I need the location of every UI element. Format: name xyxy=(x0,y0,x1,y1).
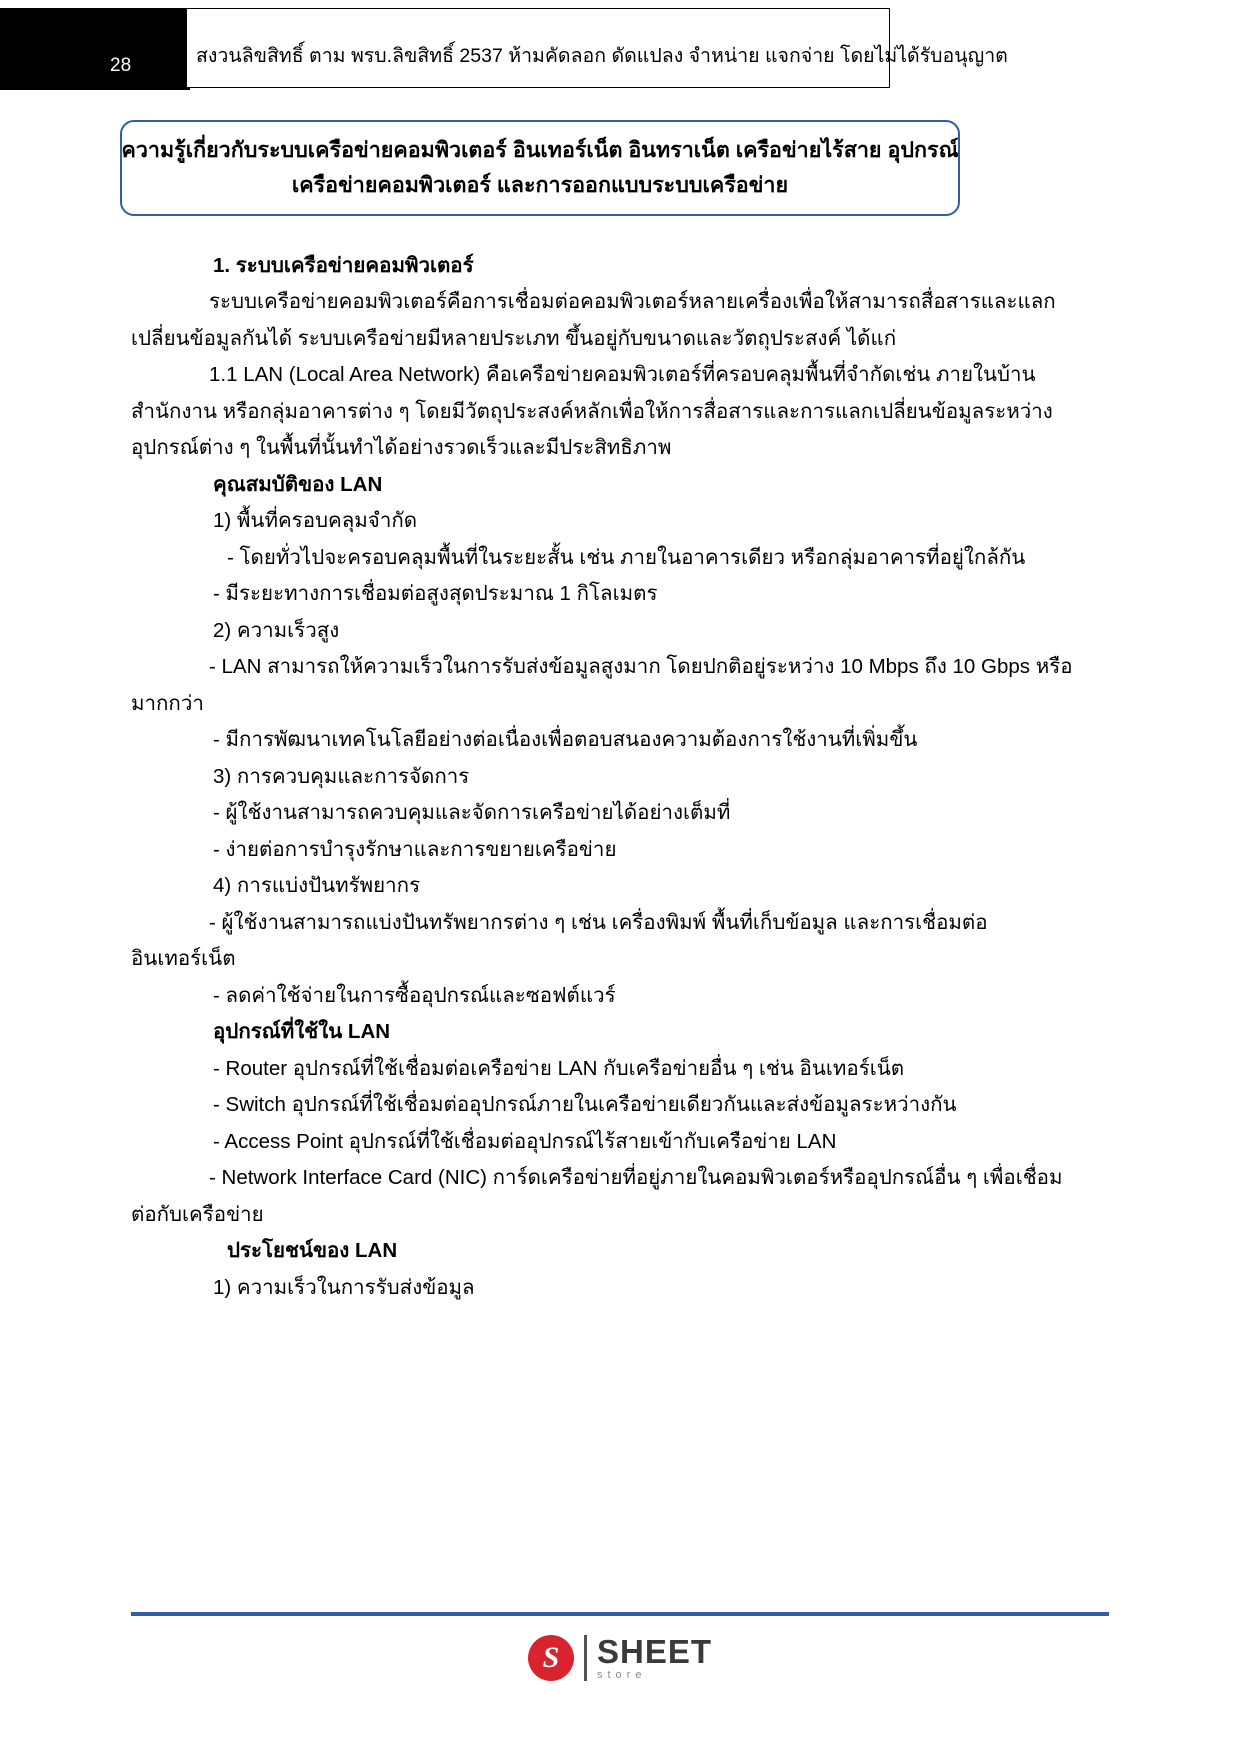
feature-item-1: 1) พื้นที่ครอบคลุมจำกัด xyxy=(213,509,418,533)
copyright-notice: สงวนลิขสิทธิ์ ตาม พรบ.ลิขสิทธิ์ 2537 ห้ามคัดลอก ดัดแปลง จำหน่าย แจกจ่าย โดยไม่ได้รับอนุญาต xyxy=(196,45,1008,67)
subheading-lan-features: คุณสมบัติของ LAN xyxy=(213,472,383,496)
device-item-router: - Router อุปกรณ์ที่ใช้เชื่อมต่อเครือข่าย LAN กับเครือข่ายอื่น ๆ เช่น อินเทอร์เน็ต xyxy=(213,1056,905,1080)
paragraph-lan-definition: 1.1 LAN (Local Area Network) คือเครือข่ายคอมพิวเตอร์ที่ครอบคลุมพื้นที่จำกัดเช่น ภายในบ้าน สำนักงาน หรือกลุ่มอาคารต่าง ๆ โดยมีวัตถุประสงค์หลักเพื่อให้การสื่อสารและการแลกเปลี่ยนข้อมูลระหว่างอุปกรณ์ต่าง ๆ ในพื้นที่นั้นทำได้อย่างรวดเร็วและมีประสิทธิภาพ xyxy=(131,363,1053,460)
paragraph-intro: ระบบเครือข่ายคอมพิวเตอร์คือการเชื่อมต่อคอมพิวเตอร์หลายเครื่องเพื่อให้สามารถสื่อสารและแลกเปลี่ยนข้อมูลกันได้ ระบบเครือข่ายมีหลายประเภท ขึ้นอยู่กับขนาดและวัตถุประสงค์ ได้แก่ xyxy=(131,290,1056,350)
logo-wordmark xyxy=(597,1635,712,1681)
logo-primary-text: SHEET xyxy=(596,1633,713,1670)
benefit-item-1: 1) ความเร็วในการรับส่งข้อมูล xyxy=(213,1275,475,1299)
subheading-lan-devices: อุปกรณ์ที่ใช้ใน LAN xyxy=(213,1020,391,1044)
document-title-box xyxy=(120,120,960,216)
logo-secondary-text: store xyxy=(596,1669,647,1681)
feature-item-4b: - ลดค่าใช้จ่ายในการซื้ออุปกรณ์และซอฟต์แวร์ xyxy=(213,983,616,1007)
subheading-lan-benefits: ประโยชน์ของ LAN xyxy=(227,1239,398,1263)
feature-item-3a: - ผู้ใช้งานสามารถควบคุมและจัดการเครือข่ายได้อย่างเต็มที่ xyxy=(213,801,731,825)
page-number-block xyxy=(0,8,190,90)
feature-item-2: 2) ความเร็วสูง xyxy=(213,618,340,642)
feature-item-3: 3) การควบคุมและการจัดการ xyxy=(213,764,470,788)
feature-item-1a: - โดยทั่วไปจะครอบคลุมพื้นที่ในระยะสั้น เช่น ภายในอาคารเดียว หรือกลุ่มอาคารที่อยู่ใกล้กัน xyxy=(227,545,1026,569)
device-item-switch: - Switch อุปกรณ์ที่ใช้เชื่อมต่ออุปกรณ์ภายในเครือข่ายเดียวกันและส่งข้อมูลระหว่างกัน xyxy=(213,1093,957,1117)
section-heading-1: 1. ระบบเครือข่ายคอมพิวเตอร์ xyxy=(213,254,474,277)
page-title-line-2: เครือข่ายคอมพิวเตอร์ และการออกแบบระบบเครือข่าย xyxy=(291,173,789,197)
page-header xyxy=(0,0,1240,96)
sheet-store-logo-icon: S xyxy=(528,1635,574,1681)
page-number: 28 xyxy=(110,55,132,76)
feature-item-4a: - ผู้ใช้งานสามารถแบ่งปันทรัพยากรต่าง ๆ เช่น เครื่องพิมพ์ พื้นที่เก็บข้อมูล และการเชื่อมต่ออินเทอร์เน็ต xyxy=(131,910,988,971)
feature-item-1b: - มีระยะทางการเชื่อมต่อสูงสุดประมาณ 1 กิโลเมตร xyxy=(213,582,658,606)
footer-logo xyxy=(0,1635,1240,1681)
feature-item-3b: - ง่ายต่อการบำรุงรักษาและการขยายเครือข่าย xyxy=(213,837,617,861)
footer-divider xyxy=(131,1612,1109,1616)
document-body xyxy=(131,248,1081,1306)
page-title-line-1: ความรู้เกี่ยวกับระบบเครือข่ายคอมพิวเตอร์ อินเทอร์เน็ต อินทราเน็ต เครือข่ายไร้สาย อุปกรณ์ xyxy=(121,138,959,163)
feature-item-4: 4) การแบ่งปันทรัพยากร xyxy=(213,874,421,898)
device-item-nic: - Network Interface Card (NIC) การ์ดเครือข่ายที่อยู่ภายในคอมพิวเตอร์หรืออุปกรณ์อื่น ๆ เพื่อเชื่อมต่อกับเครือข่าย xyxy=(131,1166,1063,1226)
feature-item-2b: - มีการพัฒนาเทคโนโลยีอย่างต่อเนื่องเพื่อตอบสนองความต้องการใช้งานที่เพิ่มขึ้น xyxy=(213,728,918,752)
device-item-access-point: - Access Point อุปกรณ์ที่ใช้เชื่อมต่ออุปกรณ์ไร้สายเข้ากับเครือข่าย LAN xyxy=(213,1129,837,1153)
feature-item-2a: - LAN สามารถให้ความเร็วในการรับส่งข้อมูลสูงมาก โดยปกติอยู่ระหว่าง 10 Mbps ถึง 10 Gbps หรือมากกว่า xyxy=(131,655,1073,715)
logo-divider xyxy=(584,1635,587,1681)
